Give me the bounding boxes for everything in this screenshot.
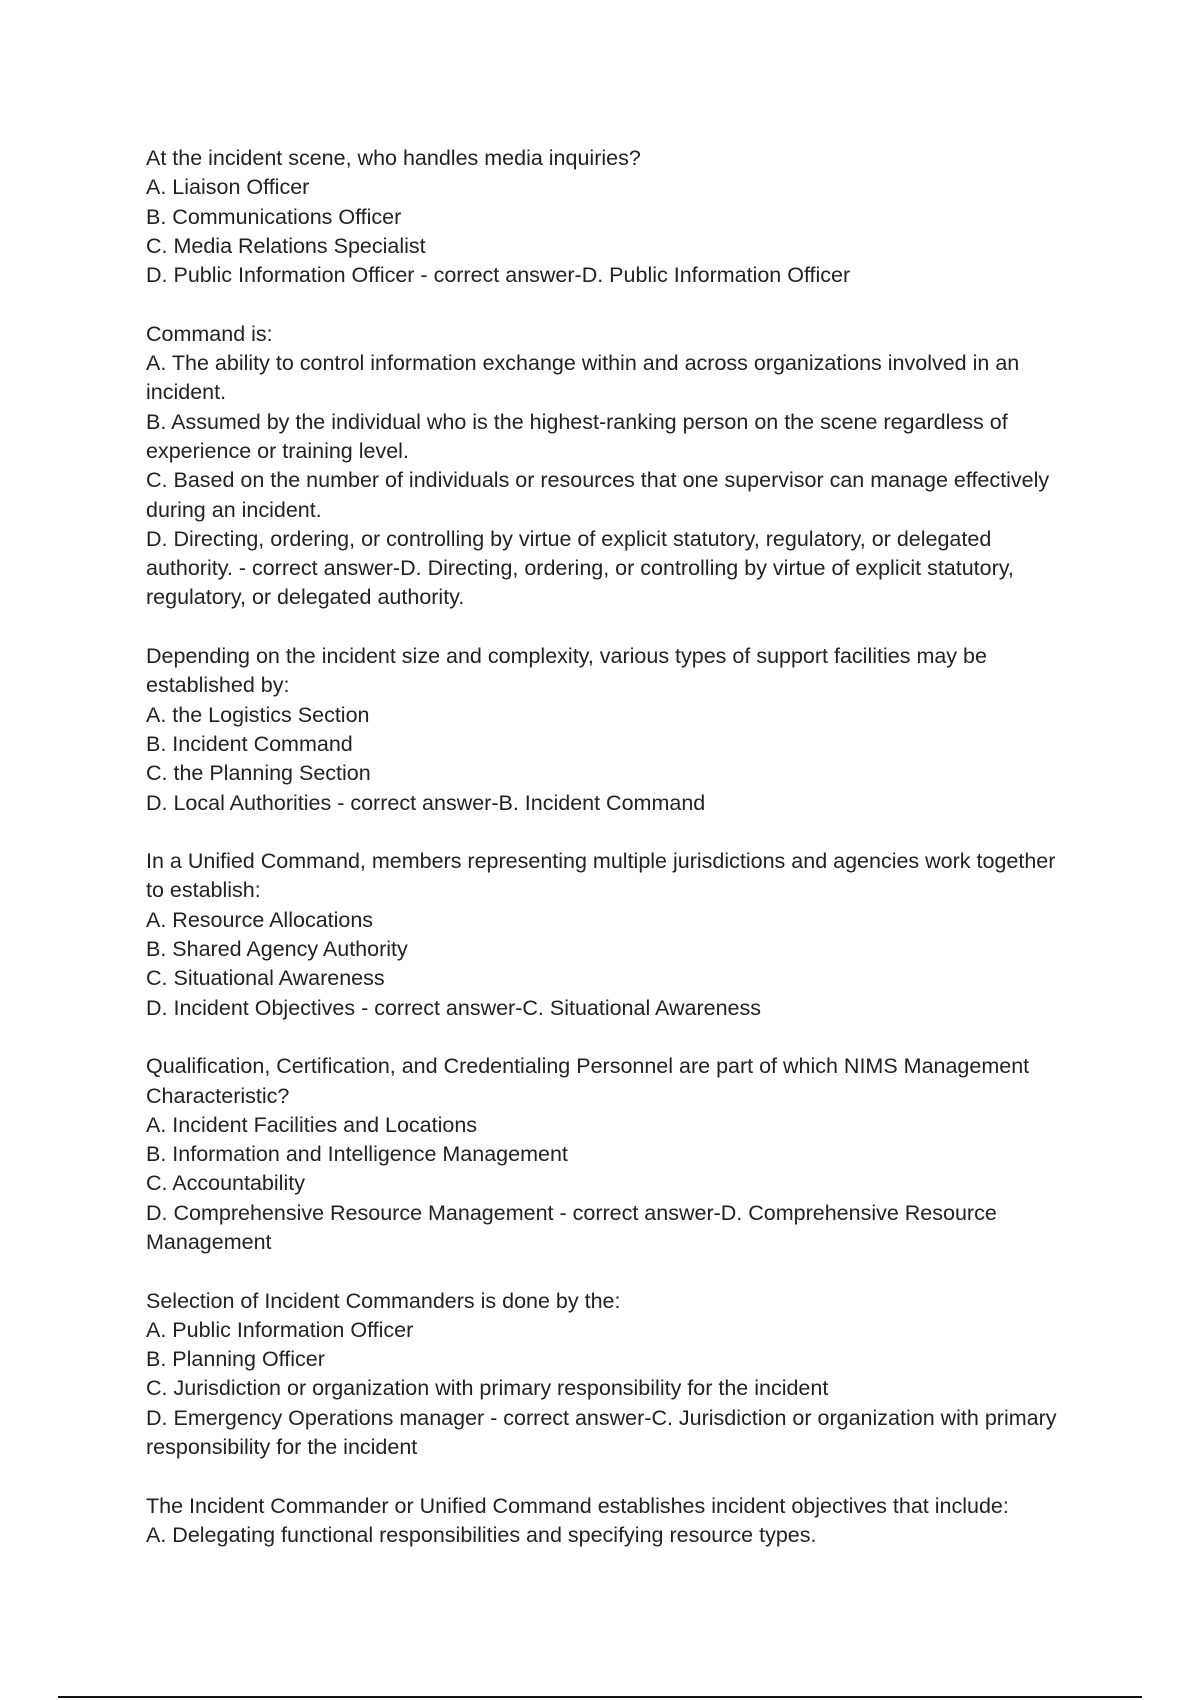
question-2-option-d: D. Directing, ordering, or controlling by virtue of explicit statutory, regulatory, or delegated authority. - correct answer-D. Directing, ordering, or controlling by virtue of explicit statutory, regulatory, or delegated authority. xyxy=(146,526,1014,610)
question-7 xyxy=(146,1492,1066,1551)
question-6-option-d: D. Emergency Operations manager - correct answer-C. Jurisdiction or organization with primary responsibility for the incident xyxy=(146,1405,1057,1460)
question-2-option-a: A. The ability to control information exchange within and across organizations involved in an incident. xyxy=(146,351,1020,405)
question-6-option-a: A. Public Information Officer xyxy=(146,1317,414,1342)
question-2 xyxy=(146,320,1066,613)
document-page xyxy=(146,144,1066,1580)
question-1-option-d: D. Public Information Officer - correct answer-D. Public Information Officer xyxy=(146,263,851,288)
question-4-option-c: C. Situational Awareness xyxy=(146,966,385,991)
question-1-option-c: C. Media Relations Specialist xyxy=(146,233,426,258)
question-1 xyxy=(146,144,1066,290)
question-5-prompt: Qualification, Certification, and Credentialing Personnel are part of which NIMS Management Characteristic? xyxy=(146,1054,1030,1108)
question-3-option-c: C. the Planning Section xyxy=(146,761,371,786)
question-4-option-a: A. Resource Allocations xyxy=(146,907,374,932)
question-2-option-b: B. Assumed by the individual who is the highest-ranking person on the scene regardless of experience or training level. xyxy=(146,409,1008,463)
question-5-option-c: C. Accountability xyxy=(146,1171,305,1196)
question-7-prompt: The Incident Commander or Unified Command establishes incident objectives that include: xyxy=(146,1493,1009,1518)
question-4 xyxy=(146,847,1066,1023)
question-5-option-d: D. Comprehensive Resource Management - correct answer-D. Comprehensive Resource Management xyxy=(146,1200,997,1254)
question-1-option-b: B. Communications Officer xyxy=(146,204,402,229)
question-6-prompt: Selection of Incident Commanders is done by the: xyxy=(146,1288,621,1313)
question-3-prompt: Depending on the incident size and complexity, various types of support facilities may be established by: xyxy=(146,644,987,698)
question-3 xyxy=(146,642,1066,818)
question-7-option-a: A. Delegating functional responsibilities and specifying resource types. xyxy=(146,1522,817,1547)
question-1-prompt: At the incident scene, who handles media inquiries? xyxy=(146,146,641,170)
question-3-option-a: A. the Logistics Section xyxy=(146,702,370,727)
question-2-option-c: C. Based on the number of individuals or resources that one supervisor can manage effectively during an incident. xyxy=(146,468,1050,522)
footer-divider xyxy=(58,1696,1142,1698)
question-3-option-d: D. Local Authorities - correct answer-B. Incident Command xyxy=(146,790,706,815)
question-5 xyxy=(146,1052,1066,1257)
question-6-option-c: C. Jurisdiction or organization with primary responsibility for the incident xyxy=(146,1376,829,1401)
question-4-option-d: D. Incident Objectives - correct answer-C. Situational Awareness xyxy=(146,995,762,1020)
question-1-option-a: A. Liaison Officer xyxy=(146,175,310,200)
question-4-option-b: B. Shared Agency Authority xyxy=(146,937,408,962)
question-5-option-a: A. Incident Facilities and Locations xyxy=(146,1112,478,1137)
question-5-option-b: B. Information and Intelligence Management xyxy=(146,1142,568,1167)
question-4-prompt: In a Unified Command, members representing multiple jurisdictions and agencies work together to establish: xyxy=(146,849,1056,903)
question-6-option-b: B. Planning Officer xyxy=(146,1347,325,1372)
question-6 xyxy=(146,1287,1066,1463)
question-3-option-b: B. Incident Command xyxy=(146,731,353,756)
question-2-prompt: Command is: xyxy=(146,321,273,346)
